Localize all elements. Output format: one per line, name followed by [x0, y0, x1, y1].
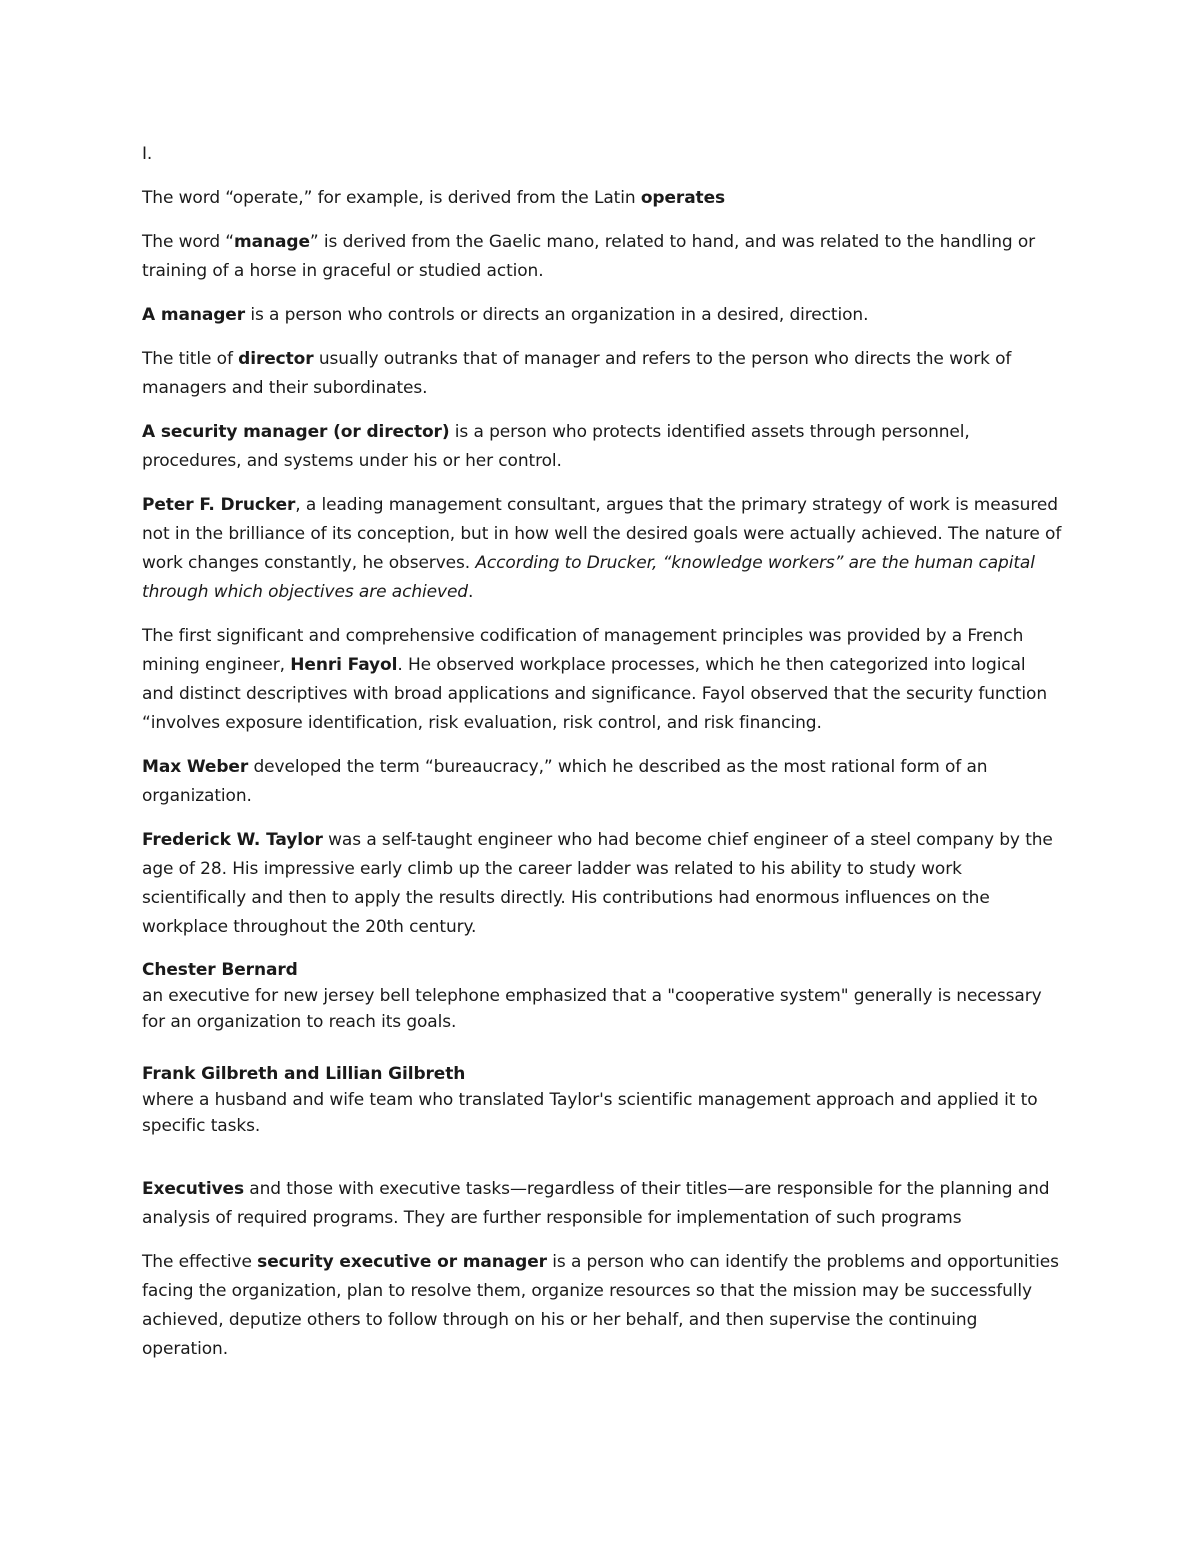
paragraph-effective-executive	[142, 1248, 1062, 1364]
paragraph-manage	[142, 228, 1062, 286]
term-manager: A manager	[142, 305, 246, 325]
paragraph-operate	[142, 184, 1062, 213]
text: is a person who can identify the problems and opportunities facing the organization, plan to resolve them, organize resources so that the mission may be successfully achieved, deputize others to follow through on his or her behalf, and then supervise the continuing operation.	[142, 1252, 1059, 1359]
term-security-manager: A security manager (or director)	[142, 422, 450, 442]
term-taylor: Frederick W. Taylor	[142, 830, 323, 850]
text: developed the term “bureaucracy,” which he described as the most rational form of an organization.	[142, 757, 988, 806]
document-page	[142, 140, 1062, 1379]
text: and those with executive tasks—regardless of their titles—are responsible for the planning and analysis of required programs. They are further responsible for implementation of such programs	[142, 1179, 1050, 1228]
paragraph-fayol	[142, 622, 1062, 738]
text: usually outranks that of manager and refers to the person who directs the work of managers and their subordinates.	[142, 349, 1012, 398]
text: . He observed workplace processes, which he then categorized into logical and distinct descriptives with broad applications and significance. Fayol observed that the security function “involves exposure identification, risk evaluation, risk control, and risk financing.	[142, 655, 1047, 733]
text: , a leading management consultant, argues that the primary strategy of work is measured not in the brilliance of its conception, but in how well the desired goals were actually achieved. The nature of work changes constantly, he observes.	[142, 495, 1062, 573]
term-executives: Executives	[142, 1179, 244, 1199]
text: The first significant and comprehensive codification of management principles was provided by a French mining engineer,	[142, 626, 1024, 675]
text: ” is derived from the Gaelic mano, related to hand, and was related to the handling or training of a horse in graceful or studied action.	[142, 232, 1036, 281]
paragraph-executives	[142, 1175, 1062, 1233]
term-director: director	[238, 349, 314, 369]
term-operates: operates	[640, 188, 726, 208]
term-fayol: Henri Fayol	[290, 655, 398, 675]
text: where a husband and wife team who translated Taylor's scientific management approach and applied it to specific tasks.	[142, 1090, 1038, 1136]
paragraph-gilbreth	[142, 1061, 1062, 1139]
text: The title of	[142, 349, 239, 369]
paragraph-bernard	[142, 957, 1062, 1035]
text: The effective	[142, 1252, 258, 1272]
paragraph-manager	[142, 301, 1062, 330]
italic-quote: According to Drucker, “knowledge workers” are the human capital through which objectives are achieved	[142, 553, 1035, 602]
paragraph-security-manager	[142, 418, 1062, 476]
term-security-executive: security executive or manager	[257, 1252, 547, 1272]
paragraph-drucker	[142, 491, 1062, 607]
term-drucker: Peter F. Drucker	[142, 495, 296, 515]
text: an executive for new jersey bell telephone emphasized that a "cooperative system" generally is necessary for an organization to reach its goals.	[142, 986, 1042, 1032]
text: was a self-taught engineer who had become chief engineer of a steel company by the age of 28. His impressive early climb up the career ladder was related to his ability to study work scientifically and then to apply the results directly. His contributions had enormous influences on the workplace throughout the 20th century.	[142, 830, 1053, 937]
text: is a person who protects identified assets through personnel, procedures, and systems under his or her control.	[142, 422, 970, 471]
term-manage: manage	[234, 232, 310, 252]
term-weber: Max Weber	[142, 757, 249, 777]
text: .	[468, 582, 474, 602]
term-gilbreth: Frank Gilbreth and Lillian Gilbreth	[142, 1064, 466, 1084]
paragraph-director	[142, 345, 1062, 403]
section-heading	[142, 140, 1062, 169]
text: The word “operate,” for example, is derived from the Latin	[142, 188, 641, 208]
paragraph-taylor	[142, 826, 1062, 942]
term-bernard: Chester Bernard	[142, 960, 298, 980]
paragraph-weber	[142, 753, 1062, 811]
heading-text: I.	[142, 144, 153, 164]
text: The word “	[142, 232, 235, 252]
text: is a person who controls or directs an organization in a desired, direction.	[245, 305, 869, 325]
